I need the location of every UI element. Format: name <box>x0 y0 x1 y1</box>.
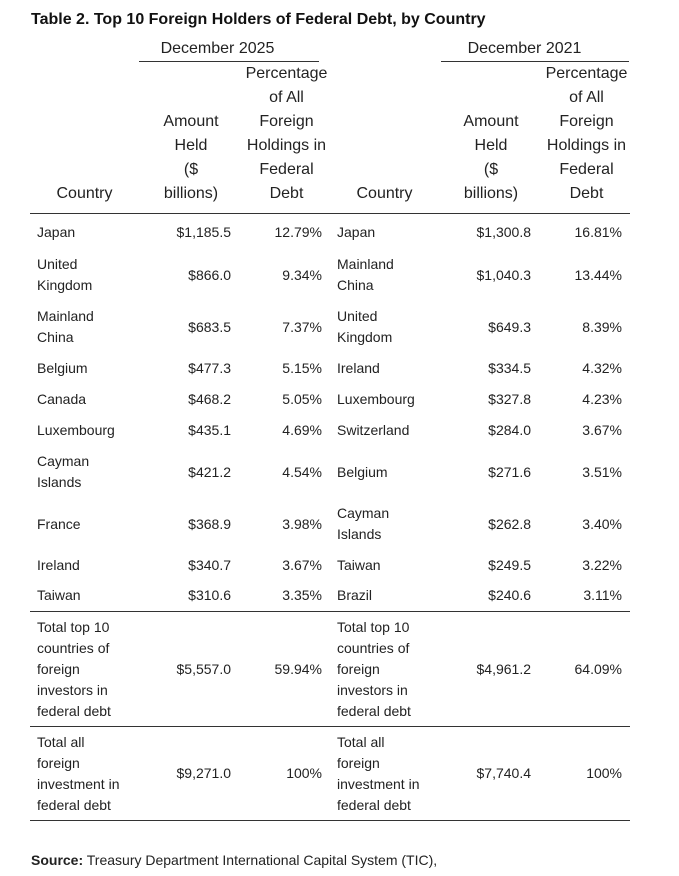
amount-cell: $249.5 <box>488 557 531 573</box>
country-name-line: Total top 10 <box>37 618 110 635</box>
table-row <box>30 550 630 581</box>
group-header-dec-2021: December 2021 <box>439 36 630 62</box>
country-cell <box>30 415 139 446</box>
group-header-row <box>30 36 630 62</box>
col-header-percentage-line: Holdings in <box>546 137 627 154</box>
percentage-cell: 4.69% <box>282 422 322 438</box>
country-name-line: investment in <box>337 775 420 792</box>
amount-cell: $477.3 <box>188 360 231 376</box>
amount-cell: $435.1 <box>188 422 231 438</box>
col-header-percentage-line: Foreign <box>559 113 614 130</box>
percentage-cell: 3.67% <box>282 557 322 573</box>
col-header-amount-line: billions) <box>463 185 519 202</box>
percentage-cell: 7.37% <box>282 318 322 335</box>
country-name-line: Japan <box>37 224 76 240</box>
percentage-cell: 3.51% <box>582 463 622 480</box>
col-header-percentage-line: of All <box>269 89 304 106</box>
country-name-line: Canada <box>37 391 87 407</box>
col-header-percentage-line: Percentage <box>545 65 628 82</box>
amount-cell: $649.3 <box>488 318 531 335</box>
country-cell <box>330 301 439 353</box>
amount-cell: $284.0 <box>488 422 531 438</box>
country-name-line: Luxembourg <box>337 391 415 407</box>
country-cell <box>30 353 139 384</box>
amount-cell: $5,557.0 <box>139 612 243 727</box>
country-cell <box>330 727 439 821</box>
country-name-line: Belgium <box>37 360 88 376</box>
amount-cell: $327.8 <box>488 391 531 407</box>
col-header-country <box>30 62 139 214</box>
country-name-line: Taiwan <box>337 557 381 573</box>
table-row <box>30 384 630 415</box>
percentage-cell: 59.94% <box>243 612 330 727</box>
country-name-line: United <box>337 308 378 324</box>
col-header-percentage-line: Foreign <box>259 113 314 130</box>
percentage-cell: 5.15% <box>282 360 322 376</box>
col-header-country-label: Country <box>356 185 413 202</box>
source-label: Source: <box>31 852 84 868</box>
table-title: Table 2. Top 10 Foreign Holders of Federal Debt, by Country <box>31 11 486 28</box>
col-header-amount <box>439 62 543 214</box>
country-name-line: China <box>37 329 74 345</box>
col-header-percentage-line: of All <box>569 89 604 106</box>
country-name-line: China <box>337 277 374 293</box>
amount-cell: $1,300.8 <box>476 224 531 240</box>
country-name-line: Luxembourg <box>37 422 115 438</box>
col-header-country-label: Country <box>56 185 113 202</box>
column-header-row <box>30 62 630 214</box>
col-header-percentage-line: Holdings in <box>246 137 327 154</box>
country-cell <box>30 249 139 301</box>
country-name-line: investors in <box>337 681 408 698</box>
country-name-line: Cayman <box>37 453 90 469</box>
col-header-percentage-line: Percentage <box>245 65 328 82</box>
percentage-cell: 3.35% <box>282 586 322 603</box>
col-header-amount-line: ($ <box>483 161 499 178</box>
country-cell <box>30 301 139 353</box>
col-header-amount-line: Held <box>474 137 508 154</box>
col-header-percentage-line: Federal <box>559 161 614 178</box>
country-cell <box>330 353 439 384</box>
table-row <box>30 249 630 301</box>
country-name-line: Total all <box>337 733 385 750</box>
country-cell <box>30 214 139 250</box>
group-header-dec-2025: December 2025 <box>139 36 330 62</box>
country-name-line: Taiwan <box>37 586 81 603</box>
amount-cell: $7,740.4 <box>439 727 543 821</box>
country-cell <box>30 550 139 581</box>
country-name-line: federal debt <box>337 702 411 719</box>
percentage-cell: 9.34% <box>282 266 322 283</box>
amount-cell: $421.2 <box>188 463 231 480</box>
country-cell <box>30 446 139 498</box>
col-header-amount-line: Amount <box>163 113 219 130</box>
country-cell <box>330 384 439 415</box>
amount-cell: $262.8 <box>488 515 531 532</box>
country-name-line: federal debt <box>37 702 111 719</box>
amount-cell: $271.6 <box>488 463 531 480</box>
percentage-cell: 4.23% <box>582 391 622 407</box>
country-name-line: Mainland <box>337 256 394 272</box>
col-header-percentage-line: Debt <box>269 185 304 202</box>
percentage-cell: 64.09% <box>543 612 630 727</box>
table-row <box>30 498 630 550</box>
percentage-cell: 12.79% <box>274 224 322 240</box>
country-cell <box>30 498 139 550</box>
country-name-line: foreign <box>37 660 80 677</box>
country-cell <box>30 727 139 821</box>
source-text: Treasury Department International Capital System (TIC), <box>86 852 438 868</box>
percentage-cell: 3.22% <box>582 557 622 573</box>
percentage-cell: 100% <box>543 727 630 821</box>
table-row <box>30 446 630 498</box>
country-name-line: Total top 10 <box>337 618 410 635</box>
percentage-cell: 4.54% <box>282 463 322 480</box>
country-cell <box>330 249 439 301</box>
amount-cell: $4,961.2 <box>439 612 543 727</box>
col-header-amount-line: Amount <box>463 113 519 130</box>
country-cell <box>30 384 139 415</box>
country-name-line: Ireland <box>37 557 80 573</box>
country-name-line: Japan <box>337 224 376 240</box>
amount-cell: $468.2 <box>188 391 231 407</box>
country-name-line: Switzerland <box>337 422 410 438</box>
country-name-line: foreign <box>37 754 80 771</box>
percentage-cell: 13.44% <box>574 266 622 283</box>
table-row <box>30 581 630 612</box>
country-cell <box>30 581 139 612</box>
country-name-line: federal debt <box>337 796 411 813</box>
country-name-line: Mainland <box>37 308 94 324</box>
country-name-line: Total all <box>37 733 85 750</box>
percentage-cell: 5.05% <box>282 391 322 407</box>
percentage-cell: 3.98% <box>282 515 322 532</box>
table-body <box>30 214 630 821</box>
percentage-cell: 8.39% <box>582 318 622 335</box>
country-name-line: investors in <box>37 681 108 698</box>
country-cell <box>330 581 439 612</box>
amount-cell: $683.5 <box>188 318 231 335</box>
percentage-cell: 3.67% <box>582 422 622 438</box>
country-cell <box>330 612 439 727</box>
country-cell <box>330 214 439 250</box>
country-cell <box>330 446 439 498</box>
amount-cell: $340.7 <box>188 557 231 573</box>
country-name-line: federal debt <box>37 796 111 813</box>
amount-cell: $866.0 <box>188 266 231 283</box>
country-name-line: France <box>37 515 81 532</box>
foreign-holders-table <box>30 36 630 821</box>
amount-cell: $334.5 <box>488 360 531 376</box>
col-header-amount-line: ($ <box>183 161 199 178</box>
table-row <box>30 353 630 384</box>
table-row <box>30 214 630 250</box>
country-name-line: Brazil <box>337 586 373 603</box>
col-header-amount <box>139 62 243 214</box>
amount-cell: $1,185.5 <box>176 224 231 240</box>
table-row <box>30 415 630 446</box>
country-name-line: foreign <box>337 660 380 677</box>
country-name-line: foreign <box>337 754 380 771</box>
amount-cell: $9,271.0 <box>139 727 243 821</box>
percentage-cell: 3.40% <box>582 515 622 532</box>
country-name-line: Islands <box>37 474 82 490</box>
country-name-line: Cayman <box>337 505 390 521</box>
percentage-cell: 3.11% <box>583 586 622 603</box>
amount-cell: $368.9 <box>188 515 231 532</box>
country-name-line: Kingdom <box>337 329 393 345</box>
col-header-country <box>330 62 439 214</box>
country-name-line: Belgium <box>337 463 388 480</box>
percentage-cell: 16.81% <box>574 224 622 240</box>
country-name-line: United <box>37 256 78 272</box>
amount-cell: $1,040.3 <box>476 266 531 283</box>
country-cell <box>330 498 439 550</box>
percentage-cell: 4.32% <box>582 360 622 376</box>
table-row <box>30 301 630 353</box>
percentage-cell: 100% <box>243 727 330 821</box>
table-row <box>30 727 630 821</box>
country-name-line: countries of <box>337 639 410 656</box>
country-cell <box>30 612 139 727</box>
amount-cell: $310.6 <box>188 586 231 603</box>
country-name-line: Islands <box>337 526 382 542</box>
country-name-line: Kingdom <box>37 277 93 293</box>
table-row <box>30 612 630 727</box>
amount-cell: $240.6 <box>488 586 531 603</box>
country-cell <box>330 415 439 446</box>
col-header-amount-line: billions) <box>163 185 219 202</box>
source-note <box>31 852 437 868</box>
col-header-percentage <box>543 62 630 214</box>
country-name-line: Ireland <box>337 360 380 376</box>
col-header-percentage <box>243 62 330 214</box>
country-name-line: countries of <box>37 639 110 656</box>
country-name-line: investment in <box>37 775 120 792</box>
col-header-percentage-line: Federal <box>259 161 314 178</box>
country-cell <box>330 550 439 581</box>
col-header-percentage-line: Debt <box>569 185 604 202</box>
col-header-amount-line: Held <box>174 137 208 154</box>
